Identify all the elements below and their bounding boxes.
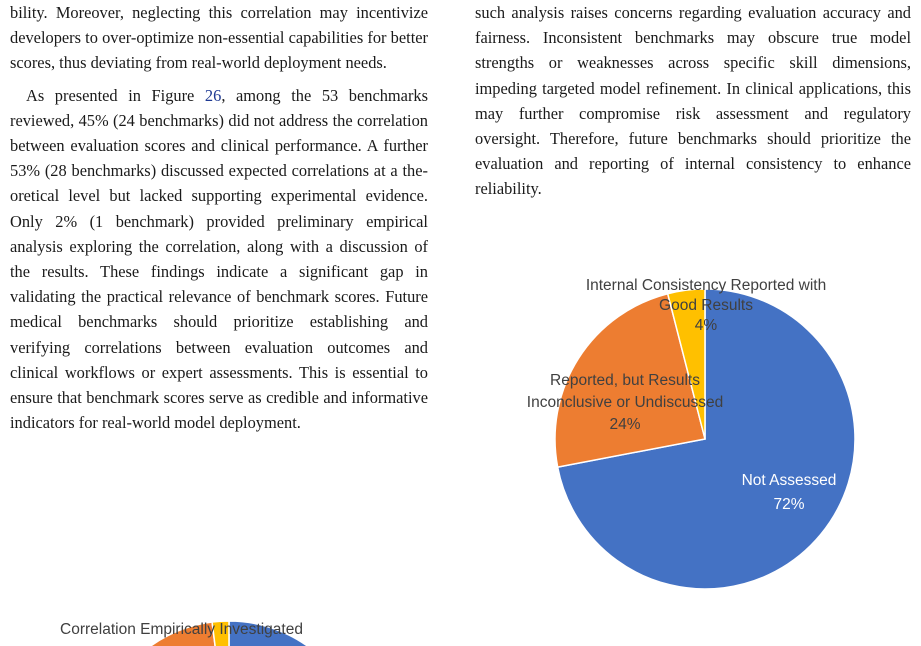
figure-reference-link[interactable]: 26 [204,85,222,105]
left-column [10,0,428,435]
mini-pie-svg [0,606,460,646]
right-paragraph-1: such analysis raises concerns regarding evaluation accuracy and fairness. Inconsistent benchmarks may obscure true model strengths or weaknesses across specific skill dimensions, impeding targeted model refinement. In clinical applications, this may further compromise risk assessment and regulatory oversight. Therefore, future benchmarks should prioritize the evaluation and reporting of internal consistency to enhance reliability. [475,3,911,199]
left-paragraph-1: bility. Moreover, neglecting this correlation may incentivize developers to over-optimize non-essential capabilities for better scores, thus deviating from real-world deployment needs. [10,3,428,73]
pie-label-2-line-0: Internal Consistency Reported with [585,277,827,294]
pie-label-0-line-0: Not Assessed [741,472,837,489]
pie-label-1-line-1: Inconclusive or Undiscussed [526,394,724,411]
pie-slices-group [555,289,855,589]
cropped-correlation-pie-chart [0,606,460,646]
mini-pie-label-fragment: Correlation Empirically Investigated [60,621,303,638]
pie-label-2-line-1: Good Results [659,297,753,314]
pie-label-1-line-2: 24% [609,416,641,433]
pie-label-0-line-1: 72% [773,496,805,513]
pie-label-1-line-0: Reported, but Results [550,372,700,389]
pie-chart-svg [476,270,916,620]
left-paragraph-2-text-b: , among the 53 benchmarks reviewed, 45% (24 benchmarks) did not address the correlation between evaluation scores and clinical performance. A further 53% (28 benchmarks) discussed expected correlations at a theoretical level but lacked supporting experimental evidence. Only 2% (1 benchmark) provided preliminary empirical analysis exploring the correlation, along with a discussion of the results. These findings indicate a significant gap in validating the practical relevance of benchmark scores. Future medical benchmarks should prioritize establishing and verifying correlations between evaluation outcomes and clinical workflows or expert assessments. This is essential to ensure that benchmark scores serve as credible and informative indicators for real-world model deployment. [10,85,428,433]
left-paragraph-2-text-a: As presented in Figure [26,85,205,105]
left-paragraph-2 [10,83,428,436]
right-column [475,0,911,202]
internal-consistency-pie-chart [476,270,916,620]
pie-label-2-line-2: 4% [694,317,718,334]
